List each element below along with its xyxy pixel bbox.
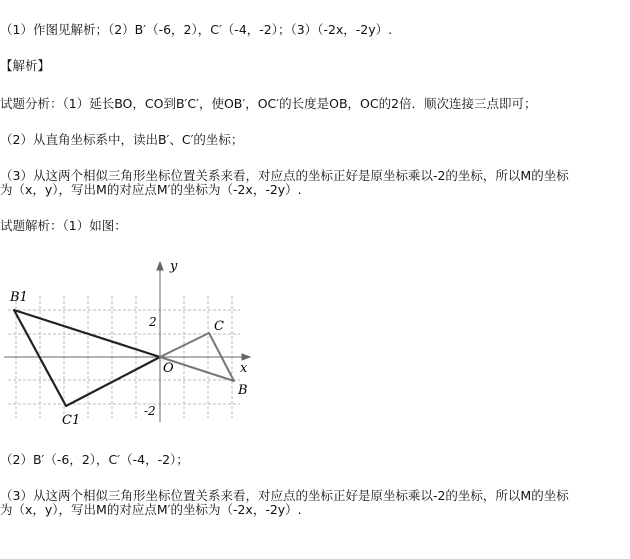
x-axis-label: x <box>240 361 248 376</box>
solution-step-3-line-2: 为（x，y），写出M的对应点M′的坐标为（-2x，-2y）. <box>0 502 302 517</box>
coordinate-figure <box>0 254 260 430</box>
origin-label: O <box>163 361 174 376</box>
x-axis-arrow <box>242 354 250 360</box>
point-label-b: B <box>238 383 248 398</box>
point-label-c: C <box>214 319 224 334</box>
tick-label-2: 2 <box>149 315 157 329</box>
tick-label-neg2: -2 <box>144 404 156 418</box>
triangle-b1-c1-o <box>14 310 160 406</box>
answer-line: （1）作图见解析；（2）B′（-6，2），C′（-4，-2）；（3）（-2x，-2y）. <box>0 22 393 37</box>
analysis-step-3-line-1: （3）从这两个相似三角形坐标位置关系来看，对应点的坐标正好是原坐标乘以-2的坐标，所以M的坐标 <box>0 168 569 183</box>
analysis-step-2: （2）从直角坐标系中，读出B′、C′的坐标； <box>0 132 244 147</box>
point-label-b1: B1 <box>10 290 28 305</box>
solution-step-2: （2）B′（-6，2），C′（-4，-2）； <box>0 452 189 467</box>
analysis-step-3-line-2: 为（x，y），写出M的对应点M′的坐标为（-2x，-2y）. <box>0 182 302 197</box>
analysis-heading: 【解析】 <box>0 58 51 73</box>
y-axis-arrow <box>157 262 163 270</box>
analysis-step-1: 试题分析：（1）延长BO，CO到B′C′，使OB′，OC′的长度是OB，OC的2倍．顺次连接三点即可； <box>0 96 537 111</box>
point-label-c1: C1 <box>62 413 81 428</box>
solution-intro: 试题解析：（1）如图： <box>0 218 127 233</box>
solution-step-3-line-1: （3）从这两个相似三角形坐标位置关系来看，对应点的坐标正好是原坐标乘以-2的坐标，所以M的坐标 <box>0 488 569 503</box>
y-axis-label: y <box>170 259 178 274</box>
